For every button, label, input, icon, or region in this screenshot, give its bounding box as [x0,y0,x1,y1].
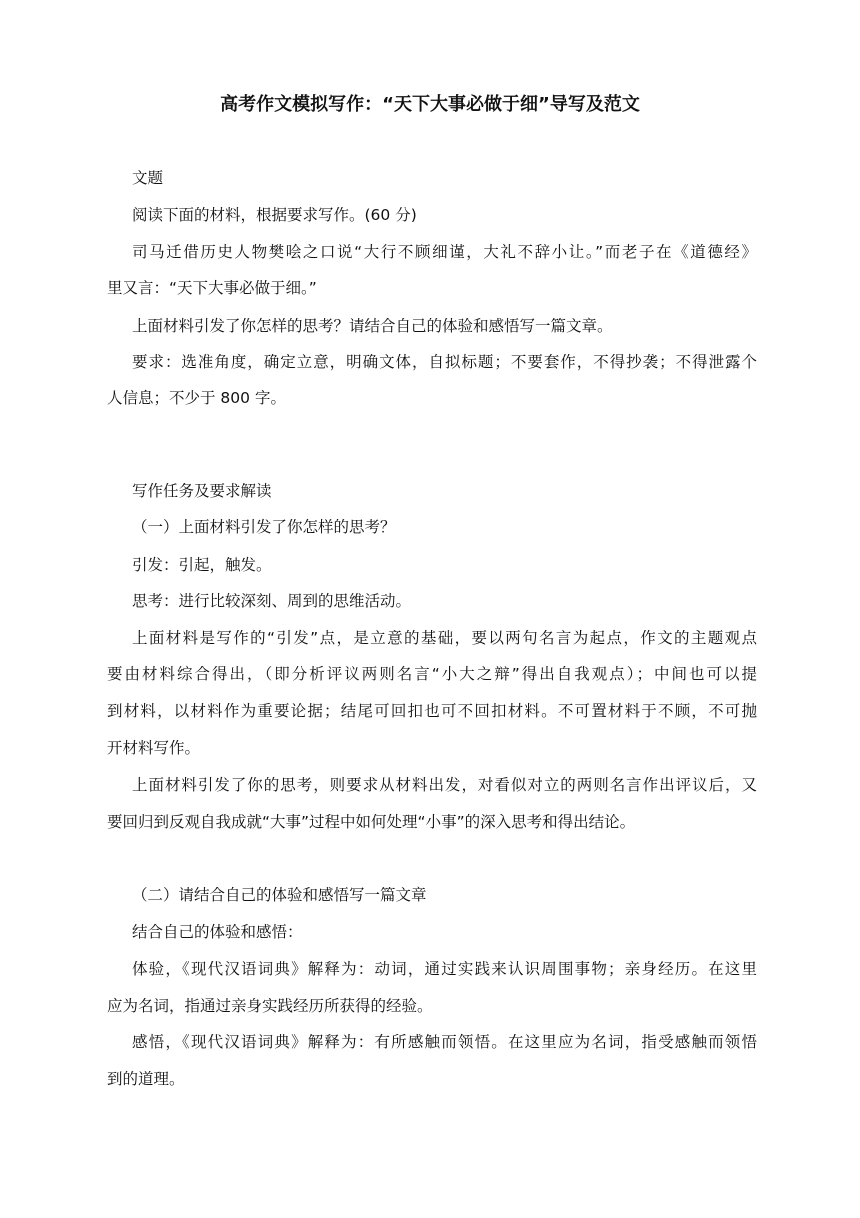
para1-line-3: 到材料，以材料作为重要论据；结尾可回扣也可不回扣材料。不可置材料于不顾，不可抛 [107,702,757,720]
para2-line-2: 要回归到反观自我成就“大事”过程中如何处理“小事”的深入思考和得出结论。 [107,813,636,831]
document-title: 高考作文模拟写作：“天下大事必做于细”导写及范文 [220,94,640,115]
section-heading-analysis: 写作任务及要求解读 [132,482,272,500]
tiyan-line-2: 应为名词，指通过亲身实践经历所获得的经验。 [107,997,433,1015]
para1-line-2: 要由材料综合得出，（即分析评议两则名言“小大之辩”得出自我观点）；中间也可以提 [107,665,757,683]
definition-yinfa: 引发：引起，触发。 [132,556,272,574]
part2-heading: （二）请结合自己的体验和感悟写一篇文章 [132,886,427,904]
para2-line-1: 上面材料引发了你的思考，则要求从材料出发，对看似对立的两则名言作出评议后，又 [132,776,757,794]
prompt-instruction: 阅读下面的材料，根据要求写作。(60 分) [132,206,417,224]
prompt-question: 上面材料引发了你怎样的思考？请结合自己的体验和感悟写一篇文章。 [132,317,613,335]
ganwu-line-2: 到的道理。 [107,1070,185,1088]
para1-line-4: 开材料写作。 [107,739,201,757]
para1-line-1: 上面材料是写作的“引发”点，是立意的基础，要以两句名言为起点，作文的主题观点 [132,629,757,647]
requirements-line-2: 人信息；不少于 800 字。 [107,389,286,407]
definition-sikao: 思考：进行比较深刻、周到的思维活动。 [132,592,412,610]
section-heading-prompt: 文题 [132,169,164,187]
requirements-line-1: 要求：选准角度，确定立意，明确文体，自拟标题；不要套作，不得抄袭；不得泄露个 [132,353,757,371]
tiyan-line-1: 体验，《现代汉语词典》解释为：动词，通过实践来认识周围事物；亲身经历。在这里 [132,960,757,978]
ganwu-line-1: 感悟，《现代汉语词典》解释为：有所感触而领悟。在这里应为名词，指受感触而领悟 [132,1033,757,1051]
part2-intro: 结合自己的体验和感悟： [132,923,303,941]
material-line-1: 司马迁借历史人物樊哙之口说“大行不顾细谨，大礼不辞小让。”而老子在《道德经》 [132,243,757,261]
material-line-2: 里又言：“天下大事必做于细。” [107,279,317,297]
part1-heading: （一）上面材料引发了你怎样的思考？ [132,518,396,536]
